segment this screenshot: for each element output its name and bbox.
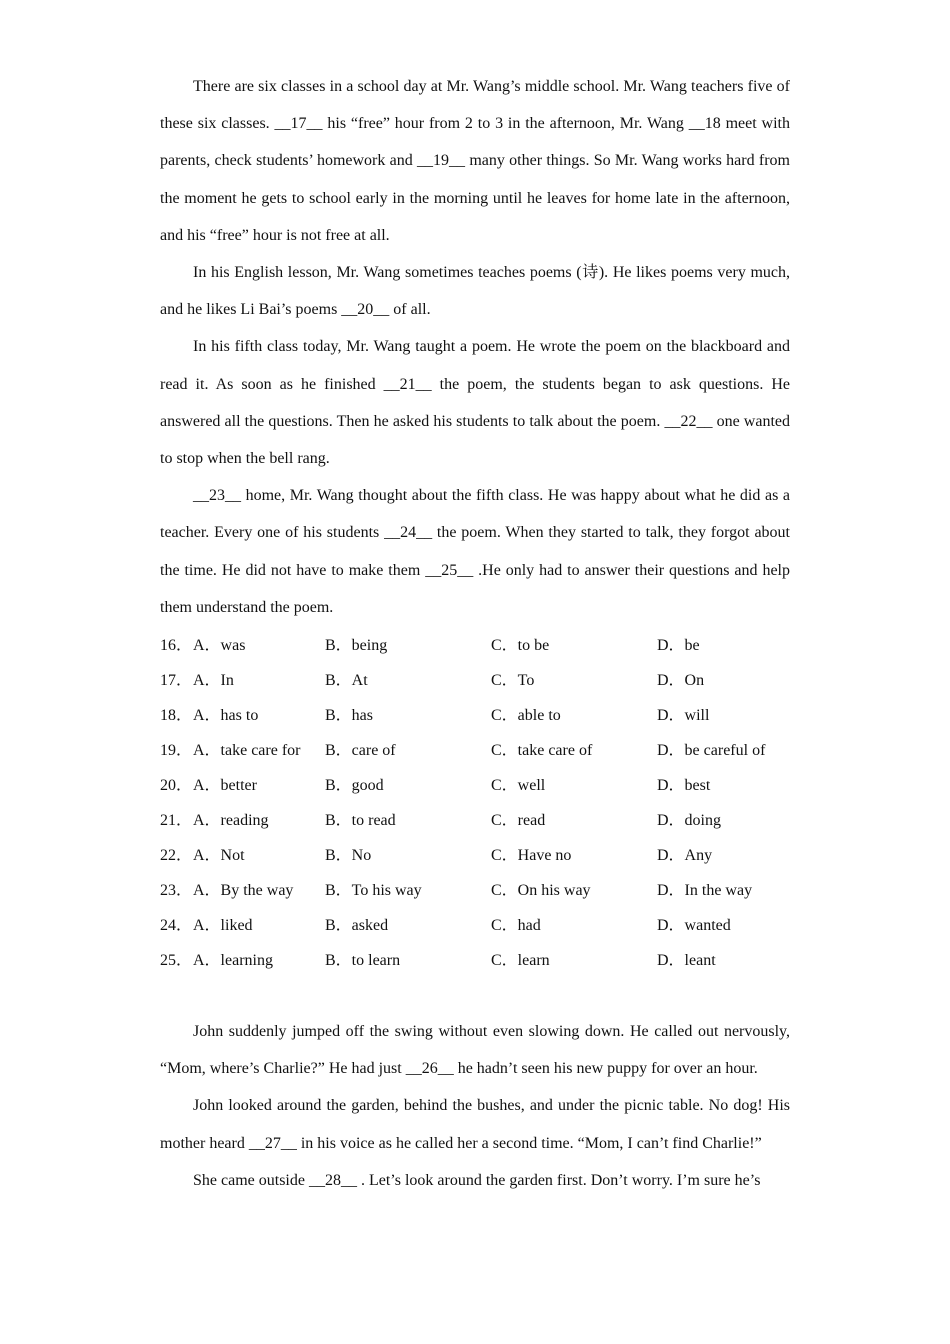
passage-1 — [160, 68, 790, 626]
option-a: A．learning — [193, 952, 273, 970]
option-b: B．has — [325, 707, 374, 725]
question-row — [160, 698, 790, 733]
option-b: B．to read — [325, 812, 396, 830]
option-c: C．To — [491, 672, 535, 690]
option-d: D．Any — [657, 847, 713, 865]
question-row — [160, 803, 790, 838]
option-b: B．asked — [325, 917, 389, 935]
passage-2-paragraph: She came outside __28__ . Let’s look around the garden first. Don’t worry. I’m sure he’s — [193, 1171, 761, 1189]
passage-2-paragraph: John suddenly jumped off the swing without even slowing down. He called out nervously, “Mom, where’s Charlie?” He had just __26__ he hadn’t seen his new puppy for over an hour. — [160, 1023, 790, 1078]
question-number: 25． — [160, 952, 193, 970]
passage-2-paragraph: John looked around the garden, behind the bushes, and under the picnic table. No dog! His mother heard __27__ in his voice as he called her a second time. “Mom, I can’t find Charlie!” — [160, 1097, 790, 1152]
question-row — [160, 873, 790, 908]
document-page — [160, 68, 790, 1199]
option-b: B．to learn — [325, 952, 401, 970]
passage-1-paragraph: __23__ home, Mr. Wang thought about the fifth class. He was happy about what he did as a teacher. Every one of his students __24__ the poem. When they started to talk, they forgot about the time. He did not have to make them __25__ .He only had to answer their questions and help them understand the poem. — [160, 487, 790, 616]
passage-1-paragraph: In his fifth class today, Mr. Wang taught a poem. He wrote the poem on the blackboard and read it. As soon as he finished __21__ the poem, the students began to ask questions. He answered all the questions. Then he asked his students to talk about the poem. __22__ one wanted to stop when the bell rang. — [160, 338, 790, 468]
option-d: D．leant — [657, 952, 716, 970]
question-number: 23． — [160, 882, 193, 900]
section-gap — [160, 978, 790, 1013]
option-a: A．In — [193, 672, 234, 690]
option-b: B．No — [325, 847, 372, 865]
option-c: C．On his way — [491, 882, 591, 900]
question-row — [160, 733, 790, 768]
option-a: A．has to — [193, 707, 259, 725]
passage-1-paragraph: There are six classes in a school day at Mr. Wang’s middle school. Mr. Wang teachers five of these six classes. __17__ his “free” hour from 2 to 3 in the afternoon, Mr. Wang __18 meet with parents, check students’ homework and __19__ many other things. So Mr. Wang works hard from the moment he gets to school early in the morning until he leaves for home late in the afternoon, and his “free” hour is not free at all. — [160, 78, 790, 244]
option-c: C．had — [491, 917, 541, 935]
option-b: B．To his way — [325, 882, 422, 900]
option-a: A．Not — [193, 847, 245, 865]
option-d: D．wanted — [657, 917, 731, 935]
option-d: D．doing — [657, 812, 722, 830]
option-d: D．best — [657, 777, 711, 795]
option-a: A．was — [193, 637, 246, 655]
option-d: D．be careful of — [657, 742, 766, 760]
question-options — [160, 628, 790, 978]
option-c: C．read — [491, 812, 546, 830]
question-number: 19． — [160, 742, 193, 760]
question-number: 18． — [160, 707, 193, 725]
question-row — [160, 838, 790, 873]
option-a: A．By the way — [193, 882, 294, 900]
question-number: 16． — [160, 637, 193, 655]
option-c: C．to be — [491, 637, 550, 655]
question-number: 17． — [160, 672, 193, 690]
option-c: C．able to — [491, 707, 561, 725]
option-a: A．reading — [193, 812, 269, 830]
question-number: 22． — [160, 847, 193, 865]
option-a: A．liked — [193, 917, 253, 935]
option-d: D．be — [657, 637, 700, 655]
question-row — [160, 628, 790, 663]
question-row — [160, 663, 790, 698]
option-d: D．will — [657, 707, 710, 725]
option-c: C．learn — [491, 952, 550, 970]
option-c: C．well — [491, 777, 546, 795]
option-d: D．On — [657, 672, 705, 690]
option-b: B．At — [325, 672, 368, 690]
option-c: C．take care of — [491, 742, 593, 760]
option-b: B．being — [325, 637, 388, 655]
option-b: B．good — [325, 777, 384, 795]
question-number: 20． — [160, 777, 193, 795]
question-number: 24． — [160, 917, 193, 935]
question-number: 21． — [160, 812, 193, 830]
question-row — [160, 943, 790, 978]
question-row — [160, 768, 790, 803]
option-a: A．take care for — [193, 742, 301, 760]
option-c: C．Have no — [491, 847, 572, 865]
question-row — [160, 908, 790, 943]
option-b: B．care of — [325, 742, 396, 760]
option-a: A．better — [193, 777, 257, 795]
option-d: D．In the way — [657, 882, 753, 900]
passage-1-paragraph: In his English lesson, Mr. Wang sometimes teaches poems (诗). He likes poems very much, and he likes Li Bai’s poems __20__ of all. — [160, 264, 790, 319]
passage-2 — [160, 1013, 790, 1199]
